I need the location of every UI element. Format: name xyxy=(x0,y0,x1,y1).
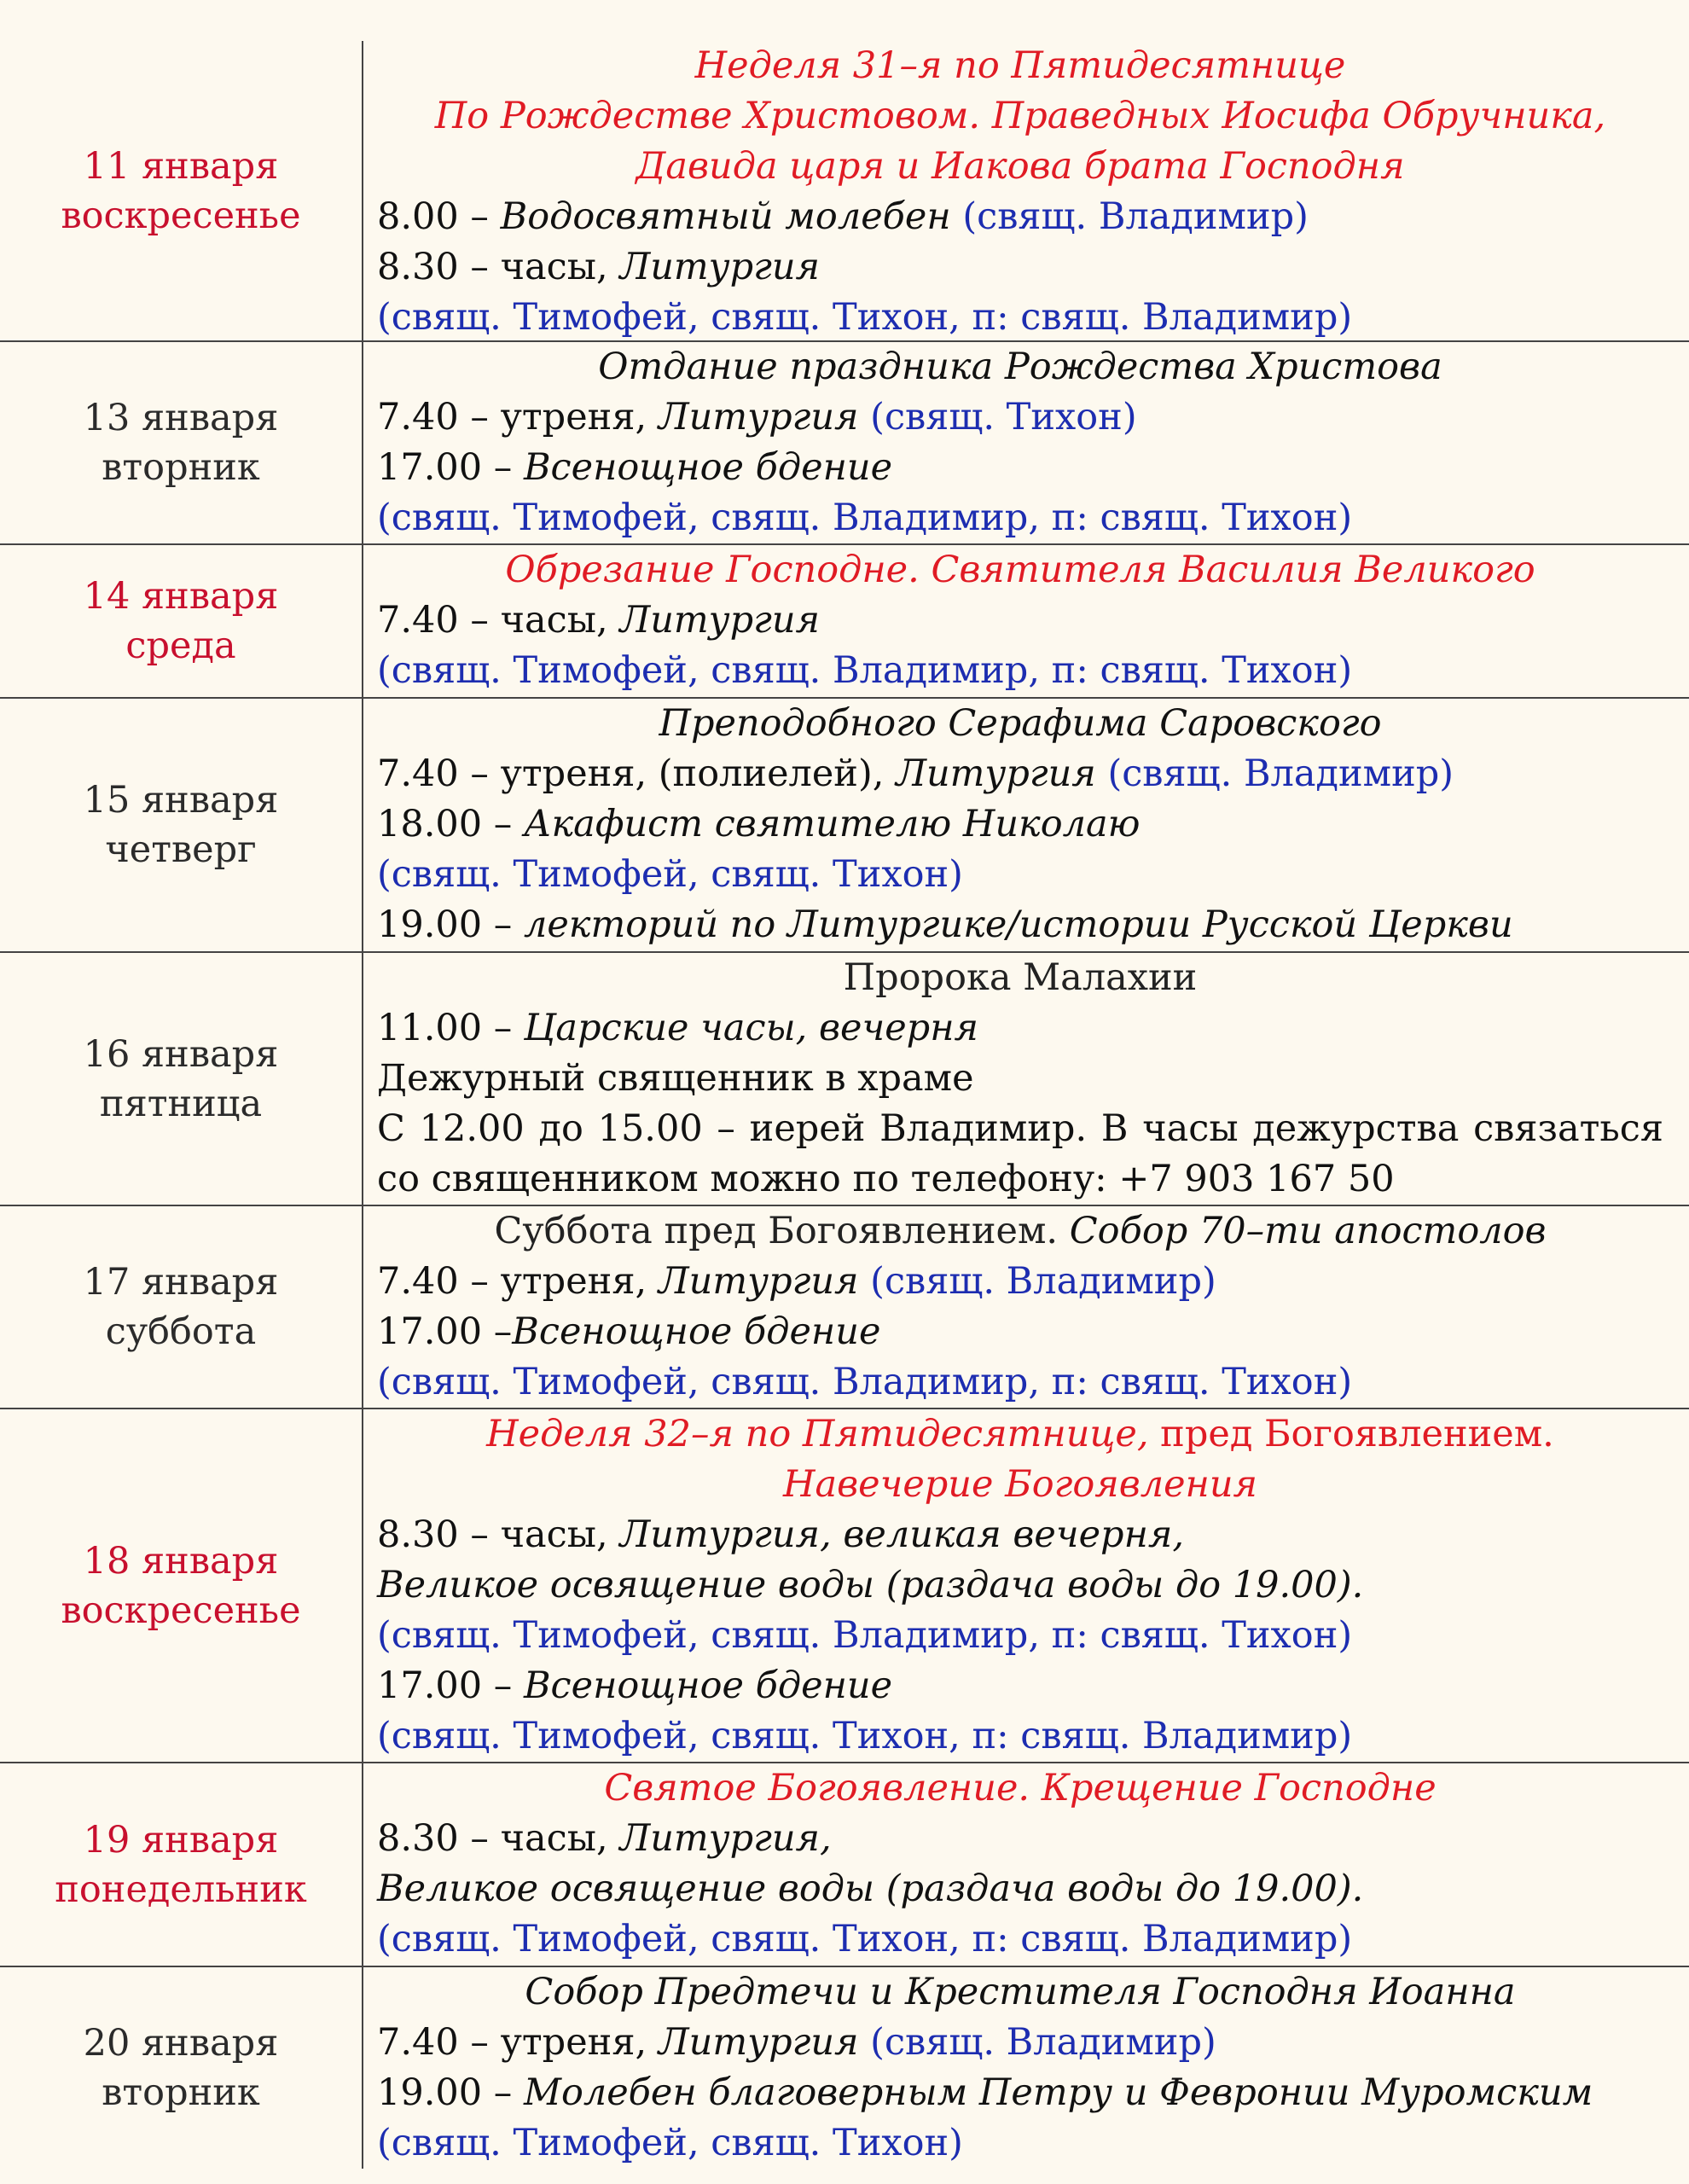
service-time: 8.30 – xyxy=(377,1513,501,1556)
service-line xyxy=(377,595,1663,646)
service-time: 17.00 – xyxy=(377,446,524,489)
feast-title xyxy=(377,1206,1663,1257)
service-note: утреня, xyxy=(500,1260,659,1303)
clergy: (свящ. Тимофей, свящ. Тихон) xyxy=(377,853,963,896)
schedule-row xyxy=(0,699,1689,953)
clergy: (свящ. Тимофей, свящ. Тихон, п: свящ. Владимир) xyxy=(377,1715,1353,1757)
weekday: воскресенье xyxy=(61,194,301,237)
service-time: 17.00 – xyxy=(377,1310,513,1353)
service-name: Литургия xyxy=(619,599,821,642)
date-cell xyxy=(0,342,363,543)
schedule-row xyxy=(0,1409,1689,1763)
service-time: 8.00 – xyxy=(377,195,501,238)
date: 13 января xyxy=(83,397,279,439)
clergy: (свящ. Владимир) xyxy=(858,2021,1216,2064)
schedule-table xyxy=(0,41,1689,2169)
service-line xyxy=(377,749,1663,799)
services-cell xyxy=(363,953,1689,1205)
feast-title: Обрезание Господне. Святителя Василия Великого xyxy=(505,549,1535,591)
service-time: 19.00 – xyxy=(377,2071,524,2114)
services-cell xyxy=(363,1967,1689,2169)
feast-title-part: пред Богоявлением. xyxy=(1148,1413,1554,1455)
service-name: Всенощное бдение xyxy=(512,1310,881,1353)
service-time: 11.00 – xyxy=(377,1007,524,1049)
service-line xyxy=(377,1510,1663,1560)
feast-title: Преподобного Серафима Саровского xyxy=(659,702,1382,745)
service-name: Великое освящение воды (раздача воды до 19.00). xyxy=(377,1867,1364,1910)
weekday: вторник xyxy=(102,446,260,489)
services-cell xyxy=(363,342,1689,543)
service-name: Литургия xyxy=(658,2021,859,2064)
service-time: 7.40 – xyxy=(377,2021,501,2064)
date: 17 января xyxy=(83,1261,279,1304)
service-time: 7.40 – xyxy=(377,752,501,795)
service-line xyxy=(377,242,1663,293)
schedule-row xyxy=(0,545,1689,699)
duty-text: С 12.00 до 15.00 – иерей Владимир. В часы дежурства связаться со священником можно по телефону: +7 903 167 50 xyxy=(377,1107,1663,1200)
date-cell xyxy=(0,699,363,951)
weekday: вторник xyxy=(102,2071,260,2114)
service-line xyxy=(377,900,1663,950)
service-line xyxy=(377,1307,1663,1357)
service-time: 19.00 – xyxy=(377,903,524,946)
clergy: (свящ. Тимофей, свящ. Владимир, п: свящ. Тихон) xyxy=(377,1614,1353,1657)
schedule-row xyxy=(0,1206,1689,1409)
date: 15 января xyxy=(83,779,279,822)
date-cell xyxy=(0,1206,363,1408)
service-note: утреня, (полиелей), xyxy=(500,752,897,795)
services-cell xyxy=(363,41,1689,340)
clergy: (свящ. Тимофей, свящ. Владимир, п: свящ. Тихон) xyxy=(377,497,1353,539)
weekday: четверг xyxy=(105,828,257,871)
service-name: Великое освящение воды (раздача воды до 19.00). xyxy=(377,1564,1364,1606)
clergy: (свящ. Тимофей, свящ. Тихон, п: свящ. Владимир) xyxy=(377,296,1353,339)
service-time: 8.30 – xyxy=(377,1817,501,1860)
service-name: Литургия xyxy=(658,1260,859,1303)
services-cell xyxy=(363,545,1689,697)
service-line xyxy=(377,1661,1663,1711)
clergy: (свящ. Тимофей, свящ. Тихон) xyxy=(377,2122,963,2164)
feast-title: Неделя 31–я по Пятидесятнице xyxy=(694,44,1346,87)
date-cell xyxy=(0,953,363,1205)
service-note: часы, xyxy=(500,246,620,288)
weekday: среда xyxy=(125,624,236,667)
service-time: 7.40 – xyxy=(377,396,501,439)
service-time: 7.40 – xyxy=(377,1260,501,1303)
weekday: понедельник xyxy=(55,1867,307,1911)
clergy: (свящ. Тихон) xyxy=(858,396,1137,439)
weekday: воскресенье xyxy=(61,1589,301,1632)
service-note: часы, xyxy=(500,1817,620,1860)
schedule-row xyxy=(0,41,1689,342)
service-line xyxy=(377,443,1663,493)
feast-title-part: Суббота пред Богоявлением. xyxy=(494,1210,1070,1252)
service-line xyxy=(377,2018,1663,2068)
schedule-row xyxy=(0,1763,1689,1967)
service-name: Царские часы, вечерня xyxy=(523,1007,978,1049)
service-line xyxy=(377,392,1663,443)
feast-title: По Рождестве Христовом. Праведных Иосифа Обручника, xyxy=(434,95,1606,137)
services-cell xyxy=(363,699,1689,951)
weekday: суббота xyxy=(105,1310,257,1353)
date-cell xyxy=(0,1409,363,1762)
date: 19 января xyxy=(83,1818,279,1862)
service-line xyxy=(377,1814,1663,1864)
service-name: Акафист святителю Николаю xyxy=(523,803,1141,845)
clergy: (свящ. Владимир) xyxy=(950,195,1309,238)
service-line xyxy=(377,1003,1663,1054)
date: 20 января xyxy=(83,2022,279,2065)
service-time: 18.00 – xyxy=(377,803,524,845)
date-cell xyxy=(0,545,363,697)
service-note: часы, xyxy=(500,1513,620,1556)
feast-title-part: Неделя 32–я по Пятидесятнице, xyxy=(486,1413,1149,1455)
feast-title: Отдание праздника Рождества Христова xyxy=(598,346,1442,388)
date: 18 января xyxy=(83,1539,279,1583)
feast-title xyxy=(377,1409,1663,1460)
service-note: утреня, xyxy=(500,2021,659,2064)
clergy: (свящ. Тимофей, свящ. Тихон, п: свящ. Владимир) xyxy=(377,1918,1353,1960)
service-name: Всенощное бдение xyxy=(523,1664,893,1707)
service-time: 8.30 – xyxy=(377,246,501,288)
date: 14 января xyxy=(83,575,279,618)
service-line xyxy=(377,799,1663,850)
service-name: Литургия, xyxy=(619,1817,832,1860)
feast-title-part: Собор 70–ти апостолов xyxy=(1069,1210,1547,1252)
service-note: утреня, xyxy=(500,396,659,439)
date-cell xyxy=(0,41,363,340)
clergy: (свящ. Тимофей, свящ. Владимир, п: свящ. Тихон) xyxy=(377,1361,1353,1403)
schedule-row xyxy=(0,342,1689,545)
clergy: (свящ. Владимир) xyxy=(858,1260,1216,1303)
services-cell xyxy=(363,1409,1689,1762)
feast-title: Давида царя и Иакова брата Господня xyxy=(636,145,1405,188)
service-name: Литургия xyxy=(658,396,859,439)
services-cell xyxy=(363,1763,1689,1966)
service-name: Водосвятный молебен xyxy=(500,195,951,238)
service-time: 7.40 – xyxy=(377,599,501,642)
schedule-row xyxy=(0,953,1689,1206)
service-line xyxy=(377,192,1663,242)
feast-title: Навечерие Богоявления xyxy=(782,1463,1258,1506)
service-name: Молебен благоверным Петру и Февронии Муромским xyxy=(523,2071,1593,2114)
service-time: 17.00 – xyxy=(377,1664,524,1707)
services-cell xyxy=(363,1206,1689,1408)
date: 11 января xyxy=(83,144,279,188)
date-cell xyxy=(0,1763,363,1966)
service-name: Всенощное бдение xyxy=(523,446,893,489)
date-cell xyxy=(0,1967,363,2169)
feast-title: Пророка Малахии xyxy=(843,956,1198,999)
service-name: лекторий по Литургике/истории Русской Церкви xyxy=(523,903,1513,946)
service-name: Литургия xyxy=(896,752,1096,795)
service-line xyxy=(377,1257,1663,1307)
service-note: часы, xyxy=(500,599,620,642)
duty-priest-label: Дежурный священник в храме xyxy=(377,1057,974,1100)
date: 16 января xyxy=(83,1032,279,1076)
clergy: (свящ. Владимир) xyxy=(1095,752,1454,795)
service-line xyxy=(377,2068,1663,2118)
weekday: пятница xyxy=(99,1082,263,1125)
feast-title: Святое Богоявление. Крещение Господне xyxy=(604,1767,1437,1809)
clergy: (свящ. Тимофей, свящ. Владимир, п: свящ. Тихон) xyxy=(377,649,1353,692)
schedule-row xyxy=(0,1967,1689,2169)
feast-title: Собор Предтечи и Крестителя Господня Иоанна xyxy=(525,1971,1516,2013)
service-name: Литургия xyxy=(619,246,821,288)
service-name: Литургия, великая вечерня, xyxy=(619,1513,1185,1556)
